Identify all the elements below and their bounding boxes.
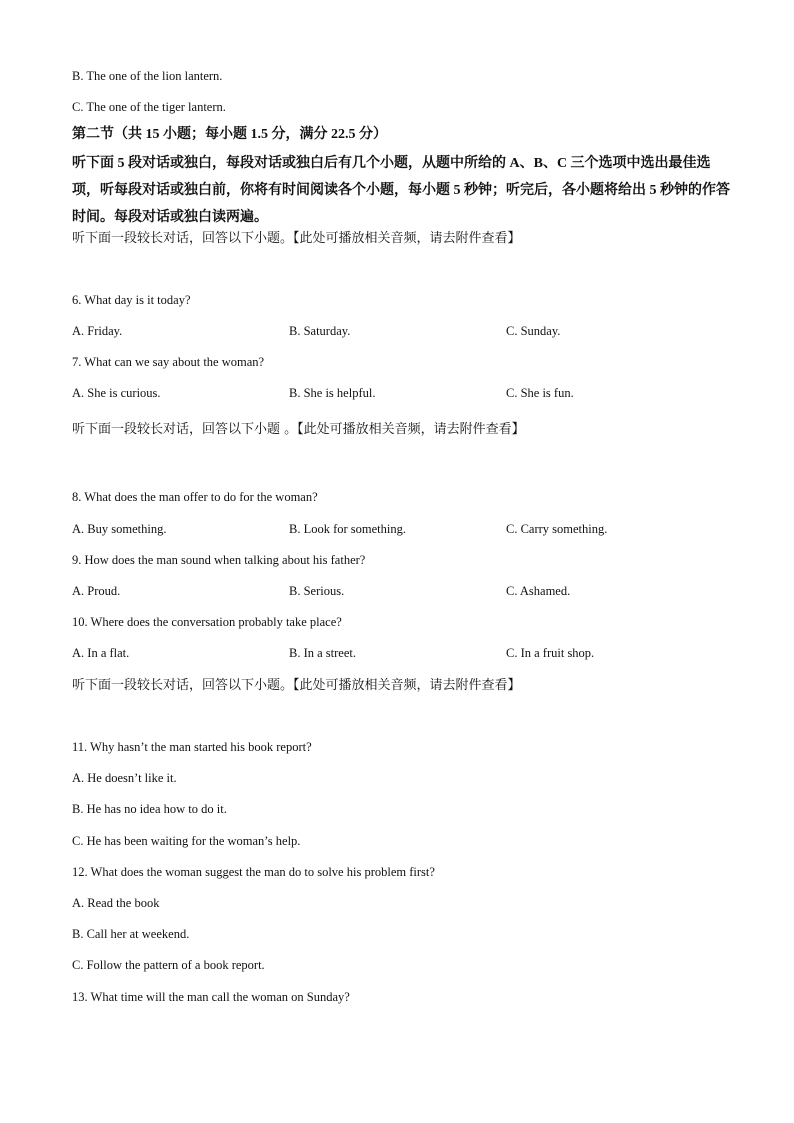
question-9: 9. How does the man sound when talking about his father? [72,553,366,567]
question-6: 6. What day is it today? [72,293,191,307]
q7-option-a: A. She is curious. [72,386,161,400]
question-13: 13. What time will the man call the woman on Sunday? [72,990,350,1004]
q9-option-c: C. Ashamed. [506,584,571,598]
option-b-q5: B. The one of the lion lantern. [72,69,223,83]
q6-option-c: C. Sunday. [506,324,561,338]
q11-option-a: A. He doesn’t like it. [72,771,177,785]
q12-option-a: A. Read the book [72,896,160,910]
q6-option-a: A. Friday. [72,324,123,338]
q8-option-a: A. Buy something. [72,522,167,536]
q8-option-b: B. Look for something. [289,522,407,536]
section-title: 第二节（共 15 小题；每小题 1.5 分，满分 22.5 分） [72,127,387,142]
q11-option-b: B. He has no idea how to do it. [72,802,227,816]
q11-option-c: C. He has been waiting for the woman’s help. [72,834,301,848]
q6-option-b: B. Saturday. [289,324,351,338]
q12-option-c: C. Follow the pattern of a book report. [72,958,265,972]
q9-option-a: A. Proud. [72,584,121,598]
question-12: 12. What does the woman suggest the man do to solve his problem first? [72,865,435,879]
q10-option-a: A. In a flat. [72,646,130,660]
q12-option-b: B. Call her at weekend. [72,927,190,941]
audio-note-2: 听下面一段较长对话，回答以下小题 。【此处可播放相关音频，请去附件查看】 [72,422,525,437]
question-11: 11. Why hasn’t the man started his book report? [72,740,312,754]
audio-note-1: 听下面一段较长对话，回答以下小题。【此处可播放相关音频，请去附件查看】 [72,231,521,246]
q7-option-c: C. She is fun. [506,386,574,400]
q10-option-b: B. In a street. [289,646,356,660]
audio-note-3: 听下面一段较长对话，回答以下小题。【此处可播放相关音频，请去附件查看】 [72,678,521,693]
question-7: 7. What can we say about the woman? [72,355,265,369]
q10-option-c: C. In a fruit shop. [506,646,595,660]
q9-option-b: B. Serious. [289,584,345,598]
section-instructions: 听下面 5 段对话或独白，每段对话或独白后有几个小题，从题中所给的 A、B、C 三个选项中选出最佳选项，听每段对话或独白前，你将有时间阅读各个小题，每小题 5 秒钟；听完后，各小题将给出 5 秒钟的作答时间。每段对话或独白读两遍。 [72,156,730,225]
option-c-q5: C. The one of the tiger lantern. [72,100,226,114]
q7-option-b: B. She is helpful. [289,386,376,400]
question-8: 8. What does the man offer to do for the woman? [72,490,318,504]
q8-option-c: C. Carry something. [506,522,608,536]
question-10: 10. Where does the conversation probably take place? [72,615,342,629]
